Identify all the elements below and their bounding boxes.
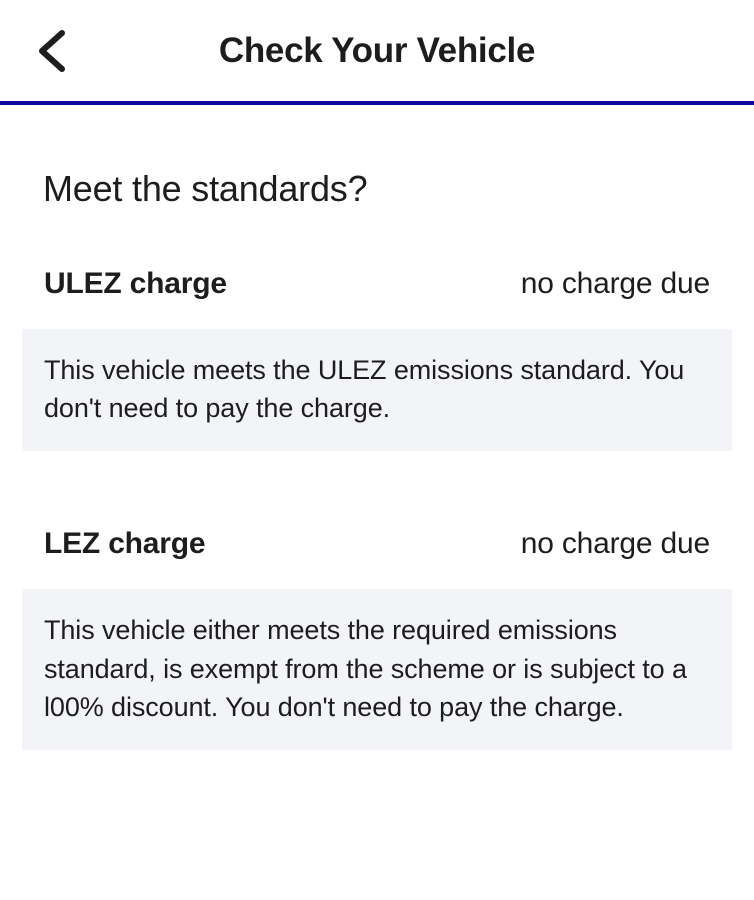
charge-status-lez: no charge due	[520, 527, 710, 561]
page-title: Check Your Vehicle	[218, 31, 536, 70]
charge-description-ulez: This vehicle meets the ULEZ emissions standard. You don't need to pay the charge.	[44, 354, 685, 423]
charge-description-lez: This vehicle either meets the required emissions standard, is exempt from the scheme or is subject to a l00% discount. You don't need to pay the charge.	[44, 615, 687, 722]
charge-info-panel-ulez	[22, 329, 732, 452]
chevron-left-icon	[34, 27, 70, 75]
charge-row-lez	[44, 527, 710, 561]
page-header	[0, 0, 754, 101]
main-content	[0, 105, 754, 900]
charge-label-lez: LEZ charge	[44, 527, 206, 561]
section-title: Meet the standards?	[43, 168, 368, 209]
charge-info-panel-lez	[22, 589, 732, 750]
back-button[interactable]	[24, 23, 80, 79]
charge-label-ulez: ULEZ charge	[44, 266, 227, 300]
charge-row-ulez	[44, 267, 710, 301]
charge-status-ulez: no charge due	[520, 266, 710, 300]
